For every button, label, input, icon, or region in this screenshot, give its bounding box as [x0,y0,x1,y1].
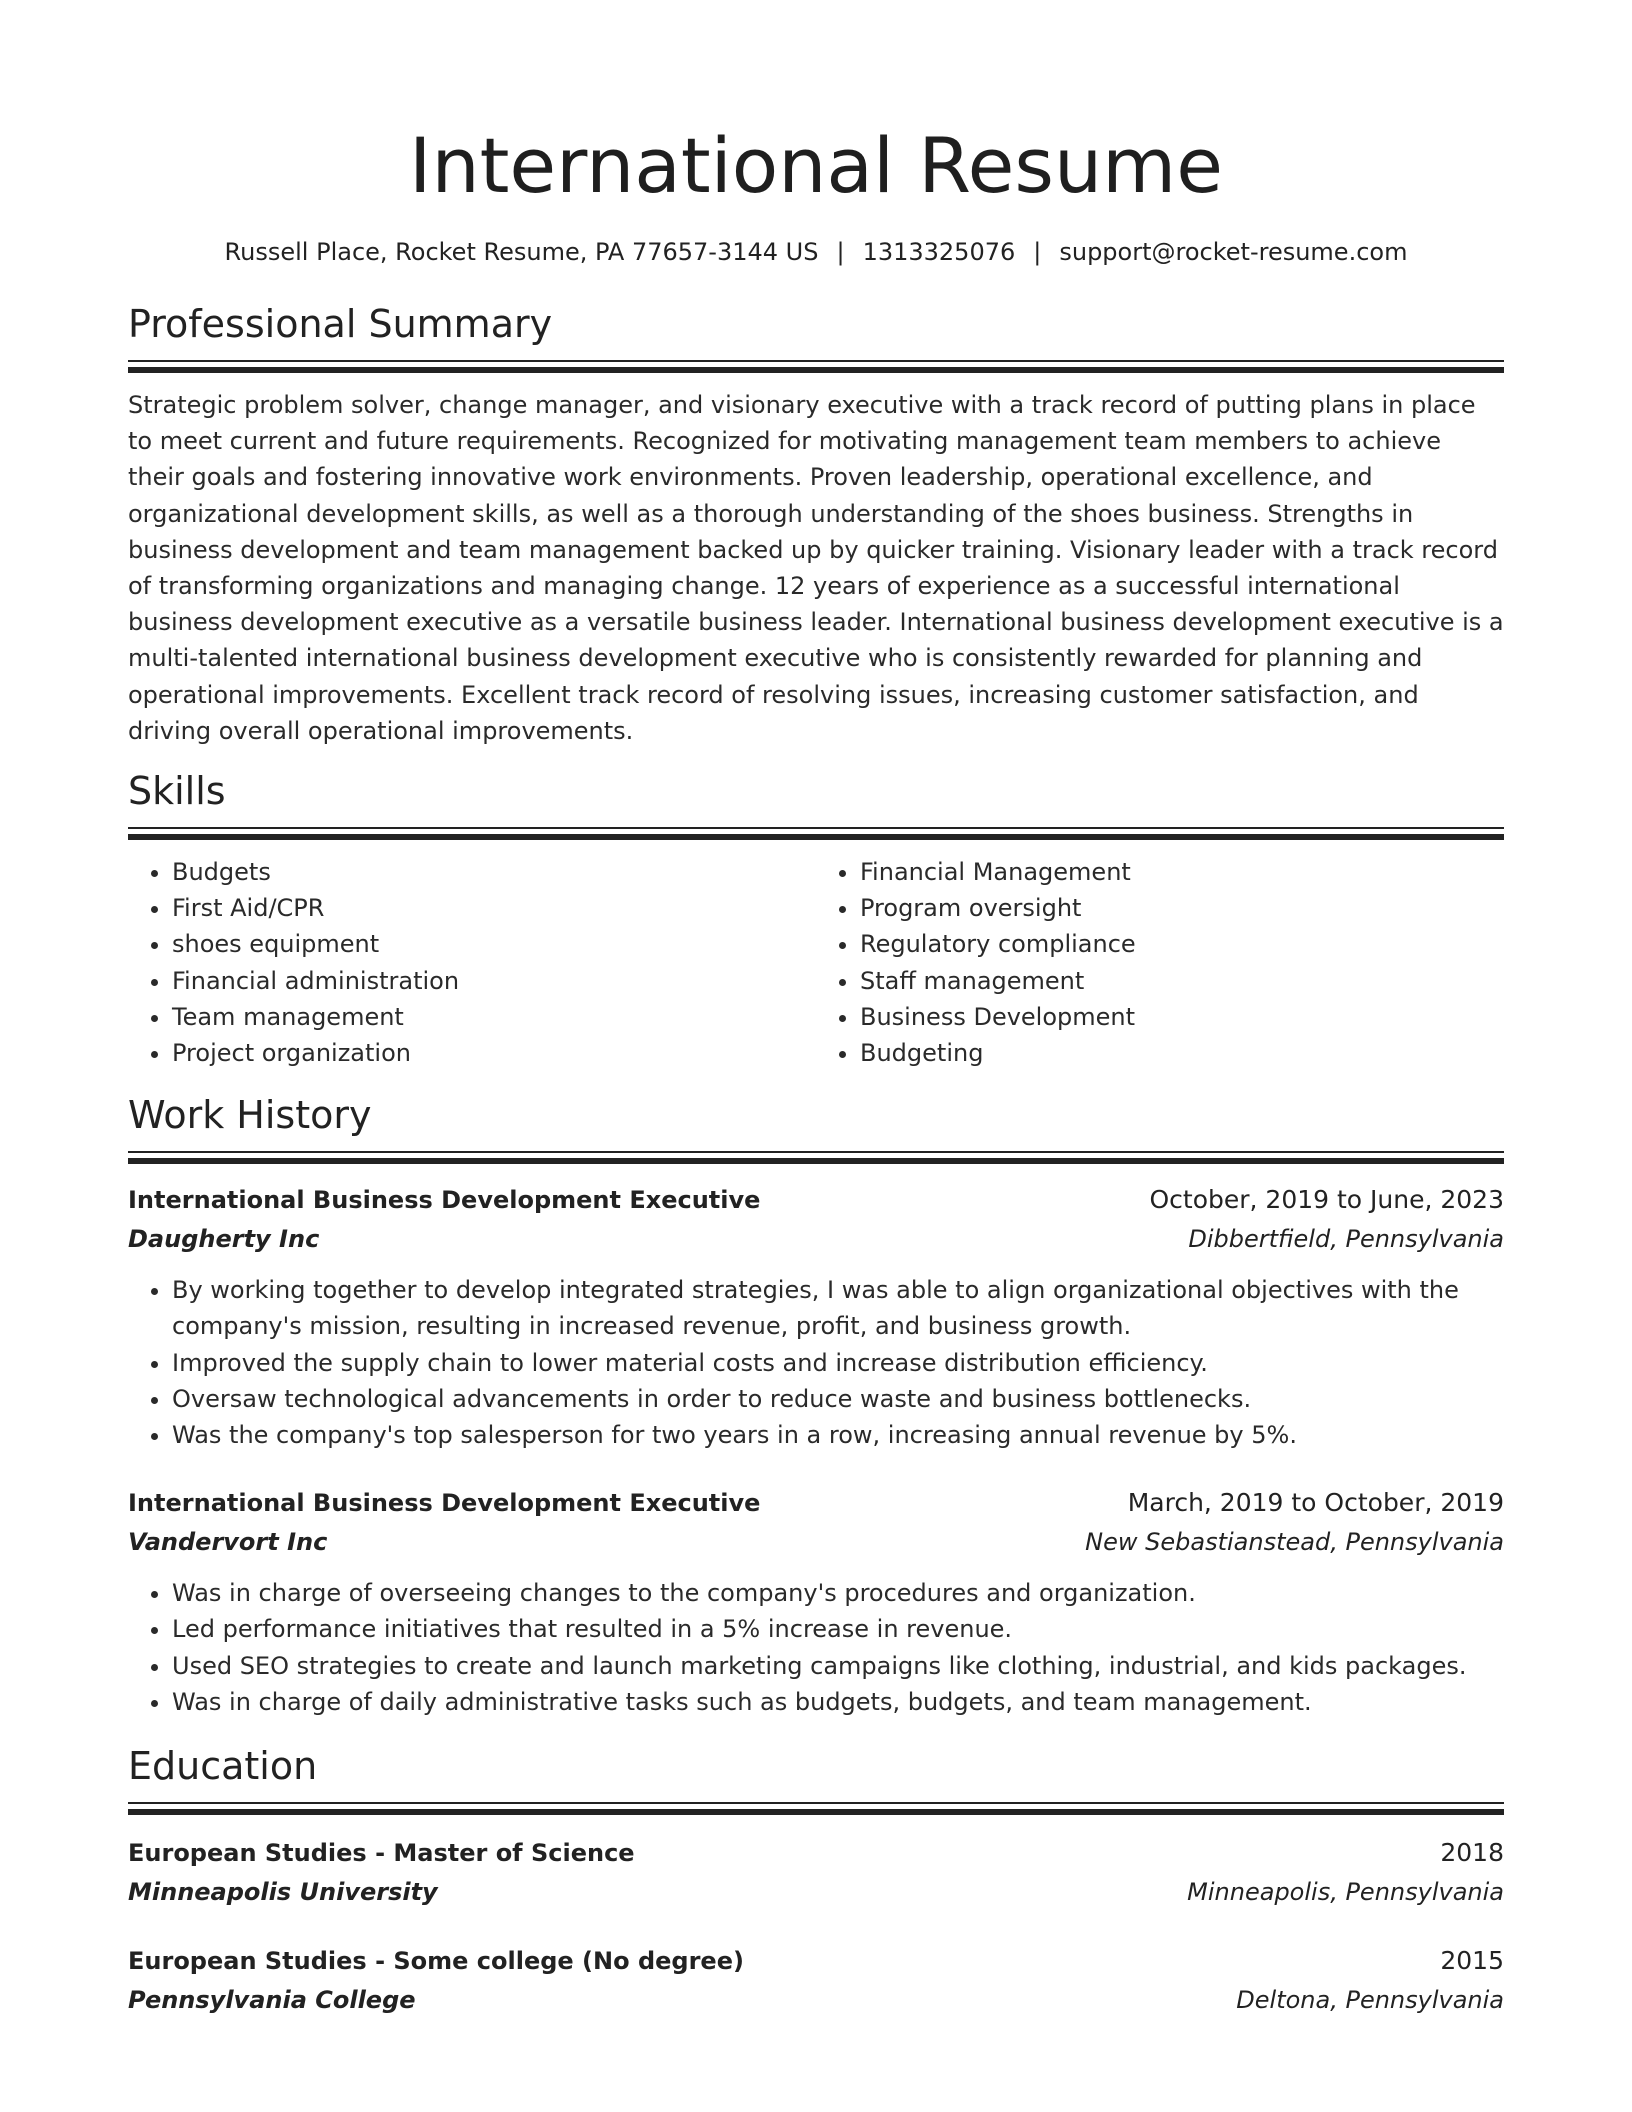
skills-list-right [816,854,1504,1071]
skill-item: • Regulatory compliance [860,926,1504,962]
section-rule [128,1151,1504,1153]
section-rule [128,834,1504,840]
education-year: 2015 [1440,1946,1504,1976]
education-school: Pennsylvania College [128,1986,416,2015]
contact-line [128,236,1504,268]
education-entry [128,1833,1504,1911]
skill-item: • shoes equipment [172,926,816,962]
job-entry [128,1180,1504,1453]
job-header [128,1483,1504,1523]
job-header [128,1180,1504,1220]
job-bullet: • Improved the supply chain to lower material costs and increase distribution efficiency. [172,1345,1504,1381]
section-rule [128,360,1504,362]
section-rule [128,827,1504,829]
resume-name: International Resume [409,121,1223,210]
contact-email: support@rocket-resume.com [1059,238,1408,266]
education-subheader [128,1981,1504,2019]
education-section [128,1742,1504,2019]
skill-item: • Budgeting [860,1035,1504,1071]
job-bullet: • Oversaw technological advancements in order to reduce waste and business bottlenecks. [172,1381,1504,1417]
education-header [128,1833,1504,1873]
education-entry [128,1941,1504,2019]
job-subheader [128,1523,1504,1561]
section-title-work: Work History [128,1093,372,1138]
skill-item: • Business Development [860,999,1504,1035]
job-title: International Business Development Executive [128,1489,761,1518]
education-subheader [128,1873,1504,1911]
section-title-skills: Skills [128,769,226,814]
section-rule [128,1809,1504,1815]
job-bullet: • Used SEO strategies to create and launch marketing campaigns like clothing, industrial, and kids packages. [172,1648,1504,1684]
job-company: Vandervort Inc [128,1528,328,1557]
skill-item: • First Aid/CPR [172,890,816,926]
job-bullet: • Was in charge of overseeing changes to the company's procedures and organization. [172,1575,1504,1611]
contact-separator: | [1033,238,1042,266]
job-title: International Business Development Executive [128,1186,761,1215]
education-degree: European Studies - Master of Science [128,1839,635,1868]
job-dates: October, 2019 to June, 2023 [1149,1185,1504,1215]
work-section [128,1091,1504,1720]
job-bullet: • By working together to develop integrated strategies, I was able to align organizational objectives with the company's mission, resulting in increased revenue, profit, and business growth. [172,1272,1504,1344]
education-year: 2018 [1440,1838,1504,1868]
summary-text: Strategic problem solver, change manager, and visionary executive with a track record of putting plans in place to meet current and future requirements. Recognized for motivating management team members to achieve their goals and fostering innovative work environments. Proven leadership, operational excellence, and organizational development skills, as well as a thorough understanding of the shoes business. Strengths in business development and team management backed up by quicker training. Visionary leader with a track record of transforming organizations and managing change. 12 years of experience as a successful international business development executive as a versatile business leader. International business development executive is a multi-talented international business development executive who is consistently rewarded for planning and operational improvements. Excellent track record of resolving issues, increasing customer satisfaction, and driving overall operational improvements. [128,391,1504,745]
job-location: Dibbertfield, Pennsylvania [1188,1225,1504,1254]
skill-item: • Project organization [172,1035,816,1071]
job-entry [128,1483,1504,1720]
summary-section [128,300,1504,749]
skills-section [128,767,1504,1071]
job-bullet: • Was the company's top salesperson for two years in a row, increasing annual revenue by 5%. [172,1417,1504,1453]
skill-item: • Team management [172,999,816,1035]
skill-item: • Budgets [172,854,816,890]
education-location: Deltona, Pennsylvania [1236,1986,1504,2015]
skill-item: • Program oversight [860,890,1504,926]
skill-item: • Financial Management [860,854,1504,890]
job-dates: March, 2019 to October, 2019 [1127,1488,1504,1518]
section-rule [128,1158,1504,1164]
section-title-education: Education [128,1744,318,1789]
skill-item: • Financial administration [172,963,816,999]
job-bullet: • Was in charge of daily administrative tasks such as budgets, budgets, and team management. [172,1684,1504,1720]
job-location: New Sebastianstead, Pennsylvania [1085,1528,1504,1557]
section-rule [128,1802,1504,1804]
job-subheader [128,1220,1504,1258]
education-header [128,1941,1504,1981]
section-rule [128,367,1504,373]
contact-separator: | [836,238,845,266]
skill-item: • Staff management [860,963,1504,999]
contact-address: Russell Place, Rocket Resume, PA 77657-3144 US [224,238,819,266]
contact-phone: 1313325076 [862,238,1016,266]
job-bullets [128,1575,1504,1720]
skills-columns [128,854,1504,1071]
education-school: Minneapolis University [128,1878,438,1907]
section-title-summary: Professional Summary [128,302,553,346]
education-degree: European Studies - Some college (No degree) [128,1947,744,1976]
job-company: Daugherty Inc [128,1225,320,1254]
job-bullets [128,1272,1504,1453]
job-bullet: • Led performance initiatives that resulted in a 5% increase in revenue. [172,1611,1504,1647]
skills-list-left [128,854,816,1071]
education-location: Minneapolis, Pennsylvania [1187,1878,1504,1907]
